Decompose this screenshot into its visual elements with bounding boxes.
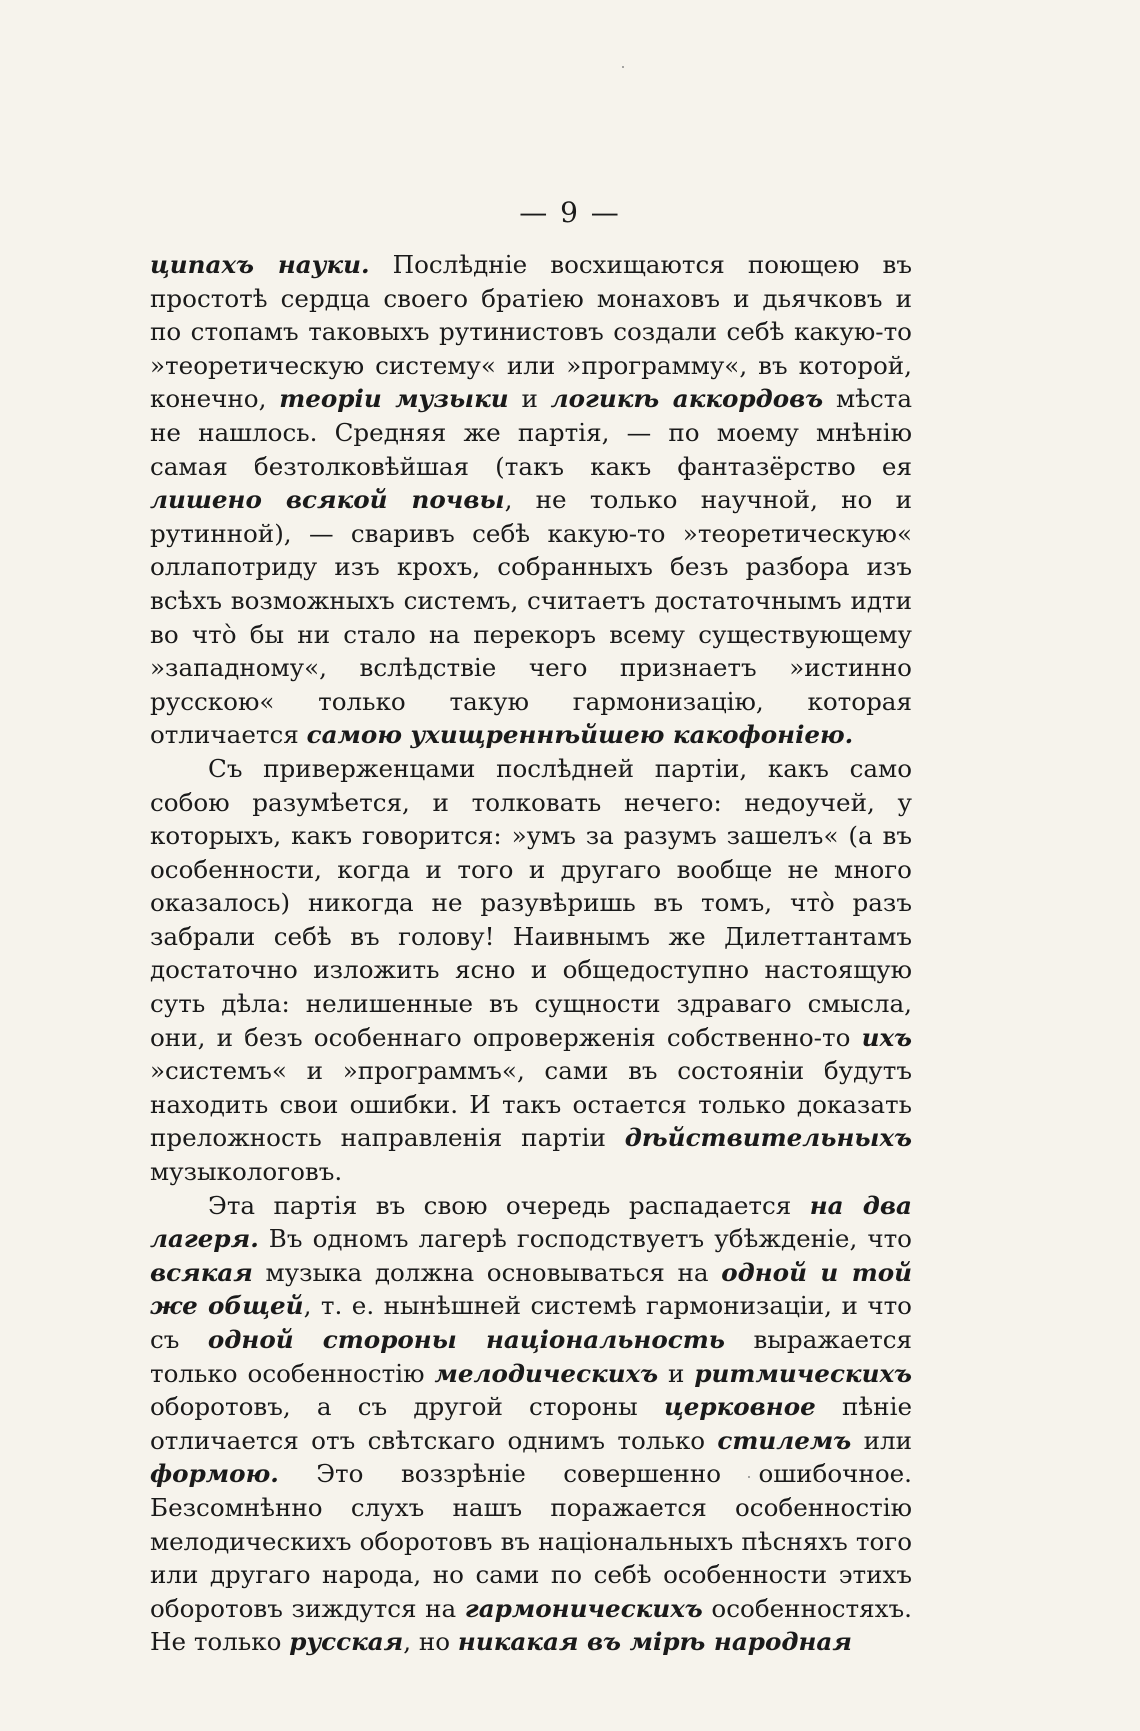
paragraph [150, 248, 912, 752]
emphasis-text: самою ухищреннѣйшею какофоніею. [306, 720, 854, 750]
text-run: , не только научной, но и рутинной), — сваривъ себѣ какую-то »теоретическую« оллапотриду изъ крохъ, собранныхъ безъ разбора изъ всѣхъ возможныхъ системъ, считаетъ достаточнымъ идти во что̀ бы ни стало на перекоръ всему существующему »западному«, вслѣдствіе чего признаетъ »истинно русскою« только такую гармонизацію, которая отличается [150, 485, 912, 750]
text-run: Въ одномъ лагерѣ господствуетъ убѣжденіе, что [258, 1224, 912, 1254]
page-number: — 9 — [519, 196, 621, 229]
text-run: особенностяхъ. Не только [150, 1593, 912, 1657]
text-run: Эта партія въ свою очередь распадается [208, 1190, 810, 1220]
text-run: оборотовъ, а съ другой стороны [150, 1392, 664, 1422]
emphasis-text: всякая [150, 1257, 253, 1287]
emphasis-text: церковное [663, 1392, 816, 1422]
emphasis-text: на два лагеря. [150, 1190, 912, 1254]
emphasis-text: русская [289, 1627, 404, 1657]
text-run: или [851, 1425, 912, 1455]
text-run: и [508, 384, 551, 414]
text-run: и [658, 1358, 695, 1388]
text-run: Съ приверженцами послѣдней партіи, какъ само собою разумѣется, и толковать нечего: недоучей, у которыхъ, какъ говорится: »умъ за разумъ зашелъ« (а въ особенности, когда и того и другаго вообще не много оказалось) никогда не разувѣришь въ томъ, что̀ разъ забрали себѣ въ голову! Наивнымъ же Дилеттантамъ достаточно изложить ясно и общедоступно настоящую суть дѣла: нелишенные въ сущности здраваго смысла, они, и безъ особеннаго опроверженія собственно-то [150, 753, 912, 1052]
scan-speck [622, 66, 624, 68]
emphasis-text: теоріи музыки [279, 384, 509, 414]
emphasis-text: ципахъ науки. [150, 250, 370, 279]
text-run: Это воззрѣніе совершенно ошибочное. Безсомнѣнно слухъ нашъ поражается особенностію мелодическихъ оборотовъ въ національныхъ пѣсняхъ того или другаго народа, но сами по себѣ особенности этихъ оборотовъ зиждутся на [150, 1459, 912, 1623]
text-run: »системъ« и »программъ«, сами въ состояніи будутъ находить свои ошибки. И такъ остается только доказать преложность направленія партіи [150, 1056, 912, 1153]
paragraph [150, 752, 912, 1189]
text-run: пѣніе отличается отъ свѣтскаго однимъ только [150, 1392, 912, 1455]
emphasis-text: стилемъ [717, 1425, 852, 1455]
emphasis-text: лишено всякой почвы [150, 485, 505, 515]
text-run: , но [403, 1627, 458, 1657]
emphasis-text: никакая въ мірѣ народная [457, 1627, 852, 1657]
emphasis-text: одной стороны національность [207, 1325, 725, 1354]
emphasis-text: ихъ [861, 1022, 912, 1052]
text-run: мѣста не нашлось. Средняя же партія, — по моему мнѣнію самая безтолковѣйшая (такъ какъ фантазёрство ея [150, 384, 912, 481]
emphasis-text: логикѣ аккордовъ [550, 384, 824, 414]
emphasis-text: одной и той же общей [150, 1257, 913, 1321]
paragraph [150, 1189, 912, 1659]
text-run: Послѣдніе восхищаются поющею въ простотѣ сердца своего братіею монаховъ и дьячковъ и по стопамъ таковыхъ рутинистовъ создали себѣ какую-то »теоретическую систему« или »программу«, въ которой, конечно, [150, 250, 912, 414]
body-text [150, 248, 912, 1659]
text-run: выражается только особенностію [150, 1325, 913, 1388]
emphasis-text: гармоническихъ [464, 1593, 703, 1623]
text-run: , т. е. нынѣшней системѣ гармонизаціи, и что съ [150, 1291, 912, 1354]
emphasis-text: мелодическихъ [434, 1358, 659, 1388]
emphasis-text: формою. [150, 1459, 279, 1489]
text-run: музыкологовъ. [150, 1157, 343, 1187]
text-run: музыка должна основываться на [252, 1257, 722, 1287]
emphasis-text: дѣйствительныхъ [624, 1123, 912, 1153]
emphasis-text: ритмическихъ [694, 1358, 912, 1388]
